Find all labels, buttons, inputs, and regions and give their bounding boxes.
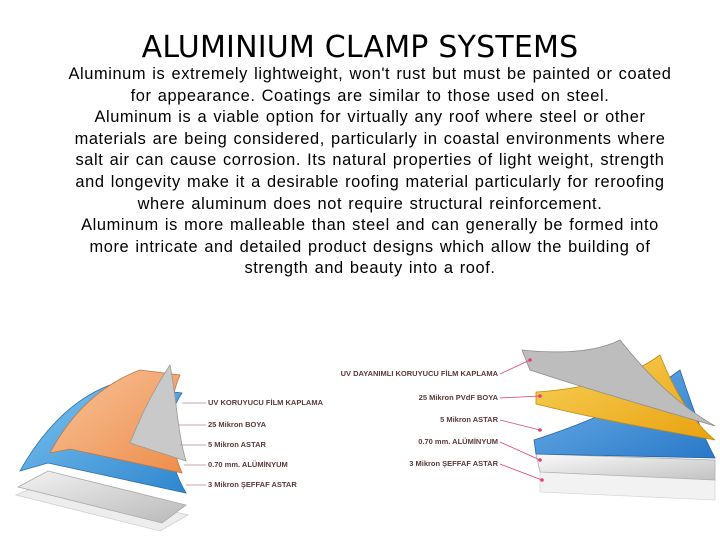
right-label-paint: 25 Mikron PVdF BOYA xyxy=(418,393,498,402)
right-label-primer: 5 Mikron ASTAR xyxy=(440,415,498,424)
page-title: ALUMINIUM CLAMP SYSTEMS xyxy=(141,30,579,66)
right-layer-diagram xyxy=(340,330,720,535)
paragraph-3: Aluminum is more malleable than steel and can generally be formed into more intricate and detailed product designs which allow the building of strength and beauty into a roof. xyxy=(81,216,659,278)
left-label-paint: 25 Mikron BOYA xyxy=(208,420,267,429)
body-text xyxy=(60,64,680,280)
left-label-primer: 5 Mikron ASTAR xyxy=(208,440,266,449)
left-layer-illustration xyxy=(10,345,340,535)
left-label-aluminium: 0.70 mm. ALÜMİNYUM xyxy=(208,460,288,469)
right-layer-illustration xyxy=(340,330,720,535)
left-label-clear-primer: 3 Mikron ŞEFFAF ASTAR xyxy=(208,480,297,489)
paragraph-2: Aluminum is a viable option for virtually any roof where steel or other materials are being considered, particularly in coastal environments where salt air can cause corrosion. Its natural properties of light weight, strength and longevity make it a desirable roofing material particularly for reroofing where aluminum does not require structural reinforcement. xyxy=(74,108,666,213)
right-label-aluminium: 0.70 mm. ALÜMİNYUM xyxy=(418,437,498,446)
right-label-clear-primer: 3 Mikron ŞEFFAF ASTAR xyxy=(409,459,498,468)
right-label-uv-film: UV DAYANIMLI KORUYUCU FİLM KAPLAMA xyxy=(340,369,498,378)
paragraph-1: Aluminum is extremely lightweight, won't rust but must be painted or coated for appearance. Coatings are similar to those used on steel. xyxy=(68,65,672,105)
left-layer-diagram xyxy=(10,345,340,535)
left-label-uv-film: UV KORUYUCU FİLM KAPLAMA xyxy=(208,398,323,407)
